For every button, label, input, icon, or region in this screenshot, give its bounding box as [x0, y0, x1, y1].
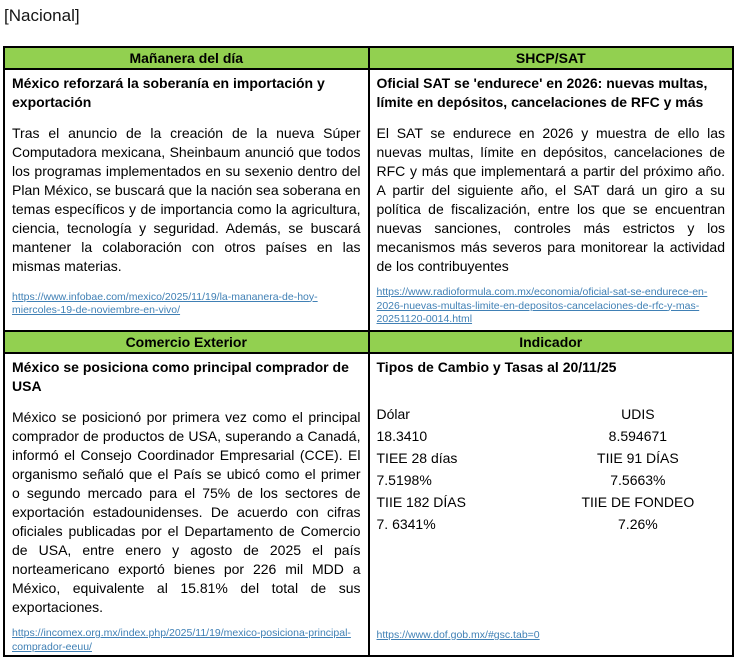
section-header-comercio-exterior: Comercio Exterior [4, 331, 369, 353]
indicator-row [377, 403, 726, 425]
article-headline-shcp-sat: Oficial SAT se 'endurece' en 2026: nuevas multas, límite en depósitos, cancelaciones de RFC y más [376, 75, 708, 110]
article-body-shcp-sat: El SAT se endurece en 2026 y muestra de ello las nuevas multas, límite en depósitos, cancelaciones de RFC y más que implementará a partir del próximo año. A partir del siguiente año, el SAT dará un giro a su política de fiscalización, entre los que se encuentran nuevas sanciones, controles más estrictos y los mecanismos más severos para monitorear la actividad de los contribuyentes [376, 125, 725, 274]
section-header-indicador: Indicador [369, 331, 734, 353]
cell-comercio-exterior [4, 353, 369, 656]
indicator-label-tiie-91: TIIE 91 DÍAS [597, 450, 679, 466]
indicator-value-tiie-91: 7.5663% [610, 472, 666, 488]
article-body-comercio: México se posicionó por primera vez como el principal comprador de productos de USA, superando a Canadá, informó el Consejo Coordinador Empresarial (CCE). El organismo señaló que el País se ubicó como el primer o segundo mercado para el 75% de los sectores de exportación estadounidenses. De acuerdo con cifras oficiales publicadas por el Departamento de Comercio de USA, entre enero y agosto de 2025 el país norteamericano exportó bienes por 226 mil MDD a México, equivalente al 15.81% del total de sus exportaciones. [12, 409, 361, 615]
article-link-wrap [12, 281, 361, 319]
indicator-label-dolar: Dólar [376, 406, 410, 422]
indicator-row [377, 447, 726, 469]
news-grid-table [3, 46, 734, 657]
indicator-value-dolar: 18.3410 [376, 428, 428, 444]
article-link-mananera[interactable]: https://www.infobae.com/mexico/2025/11/19/la-mananera-de-hoy-miercoles-19-de-noviembre-en-vivo/ [12, 290, 318, 316]
indicator-row [377, 425, 726, 447]
article-link-comercio[interactable]: https://incomex.org.mx/index.php/2025/11/19/mexico-posiciona-principal-comprador-eeuu/ [12, 627, 351, 653]
indicator-label-tiie-fondeo: TIIE DE FONDEO [581, 494, 695, 510]
indicator-row [377, 469, 726, 491]
cell-indicador [369, 353, 734, 656]
indicator-value-tiee-28: 7.5198% [376, 472, 432, 488]
indicator-row [377, 513, 726, 535]
indicator-value-tiie-182: 7. 6341% [376, 516, 436, 532]
indicator-label-tiee-28: TIEE 28 días [376, 450, 458, 466]
cell-shcp-sat [369, 69, 734, 331]
article-headline-comercio: México se posiciona como principal comprador de USA [12, 359, 349, 394]
indicator-headline: Tipos de Cambio y Tasas al 20/11/25 [376, 359, 617, 375]
indicator-value-udis: 8.594671 [608, 428, 668, 444]
indicator-value-tiie-fondeo: 7.26% [618, 516, 658, 532]
article-link-wrap [377, 615, 726, 643]
indicator-label-udis: UDIS [621, 406, 655, 422]
article-body-mananera: Tras el anuncio de la creación de la nueva Súper Computadora mexicana, Sheinbaum anunció que todos los programas implementados en su sexenio dentro del Plan México, se buscará que la nación sea soberana en temas específicos y de importancia como la agricultura, ciencia, tecnología y seguridad. Además, se buscará mantener la colaboración con otros países en las mismas materias. [12, 125, 361, 274]
article-link-indicador[interactable]: https://www.dof.gob.mx/#gsc.tab=0 [376, 629, 540, 641]
indicator-rows [377, 403, 726, 535]
indicator-label-tiie-182: TIIE 182 DÍAS [376, 494, 466, 510]
page-title: [Nacional] [4, 6, 80, 25]
section-header-shcp-sat: SHCP/SAT [369, 47, 734, 69]
article-link-wrap [377, 276, 726, 327]
section-header-mananera: Mañanera del día [4, 47, 369, 69]
indicator-row [377, 491, 726, 513]
cell-mananera [4, 69, 369, 331]
article-headline-mananera: México reforzará la soberanía en importación y exportación [12, 75, 325, 110]
article-link-wrap [12, 617, 361, 655]
article-link-shcp-sat[interactable]: https://www.radioformula.com.mx/economia/oficial-sat-se-endurece-en-2026-nuevas-multas-limite-en-depositos-cancelaciones-de-rfc-y-mas-20251120-0014.html [376, 286, 708, 325]
